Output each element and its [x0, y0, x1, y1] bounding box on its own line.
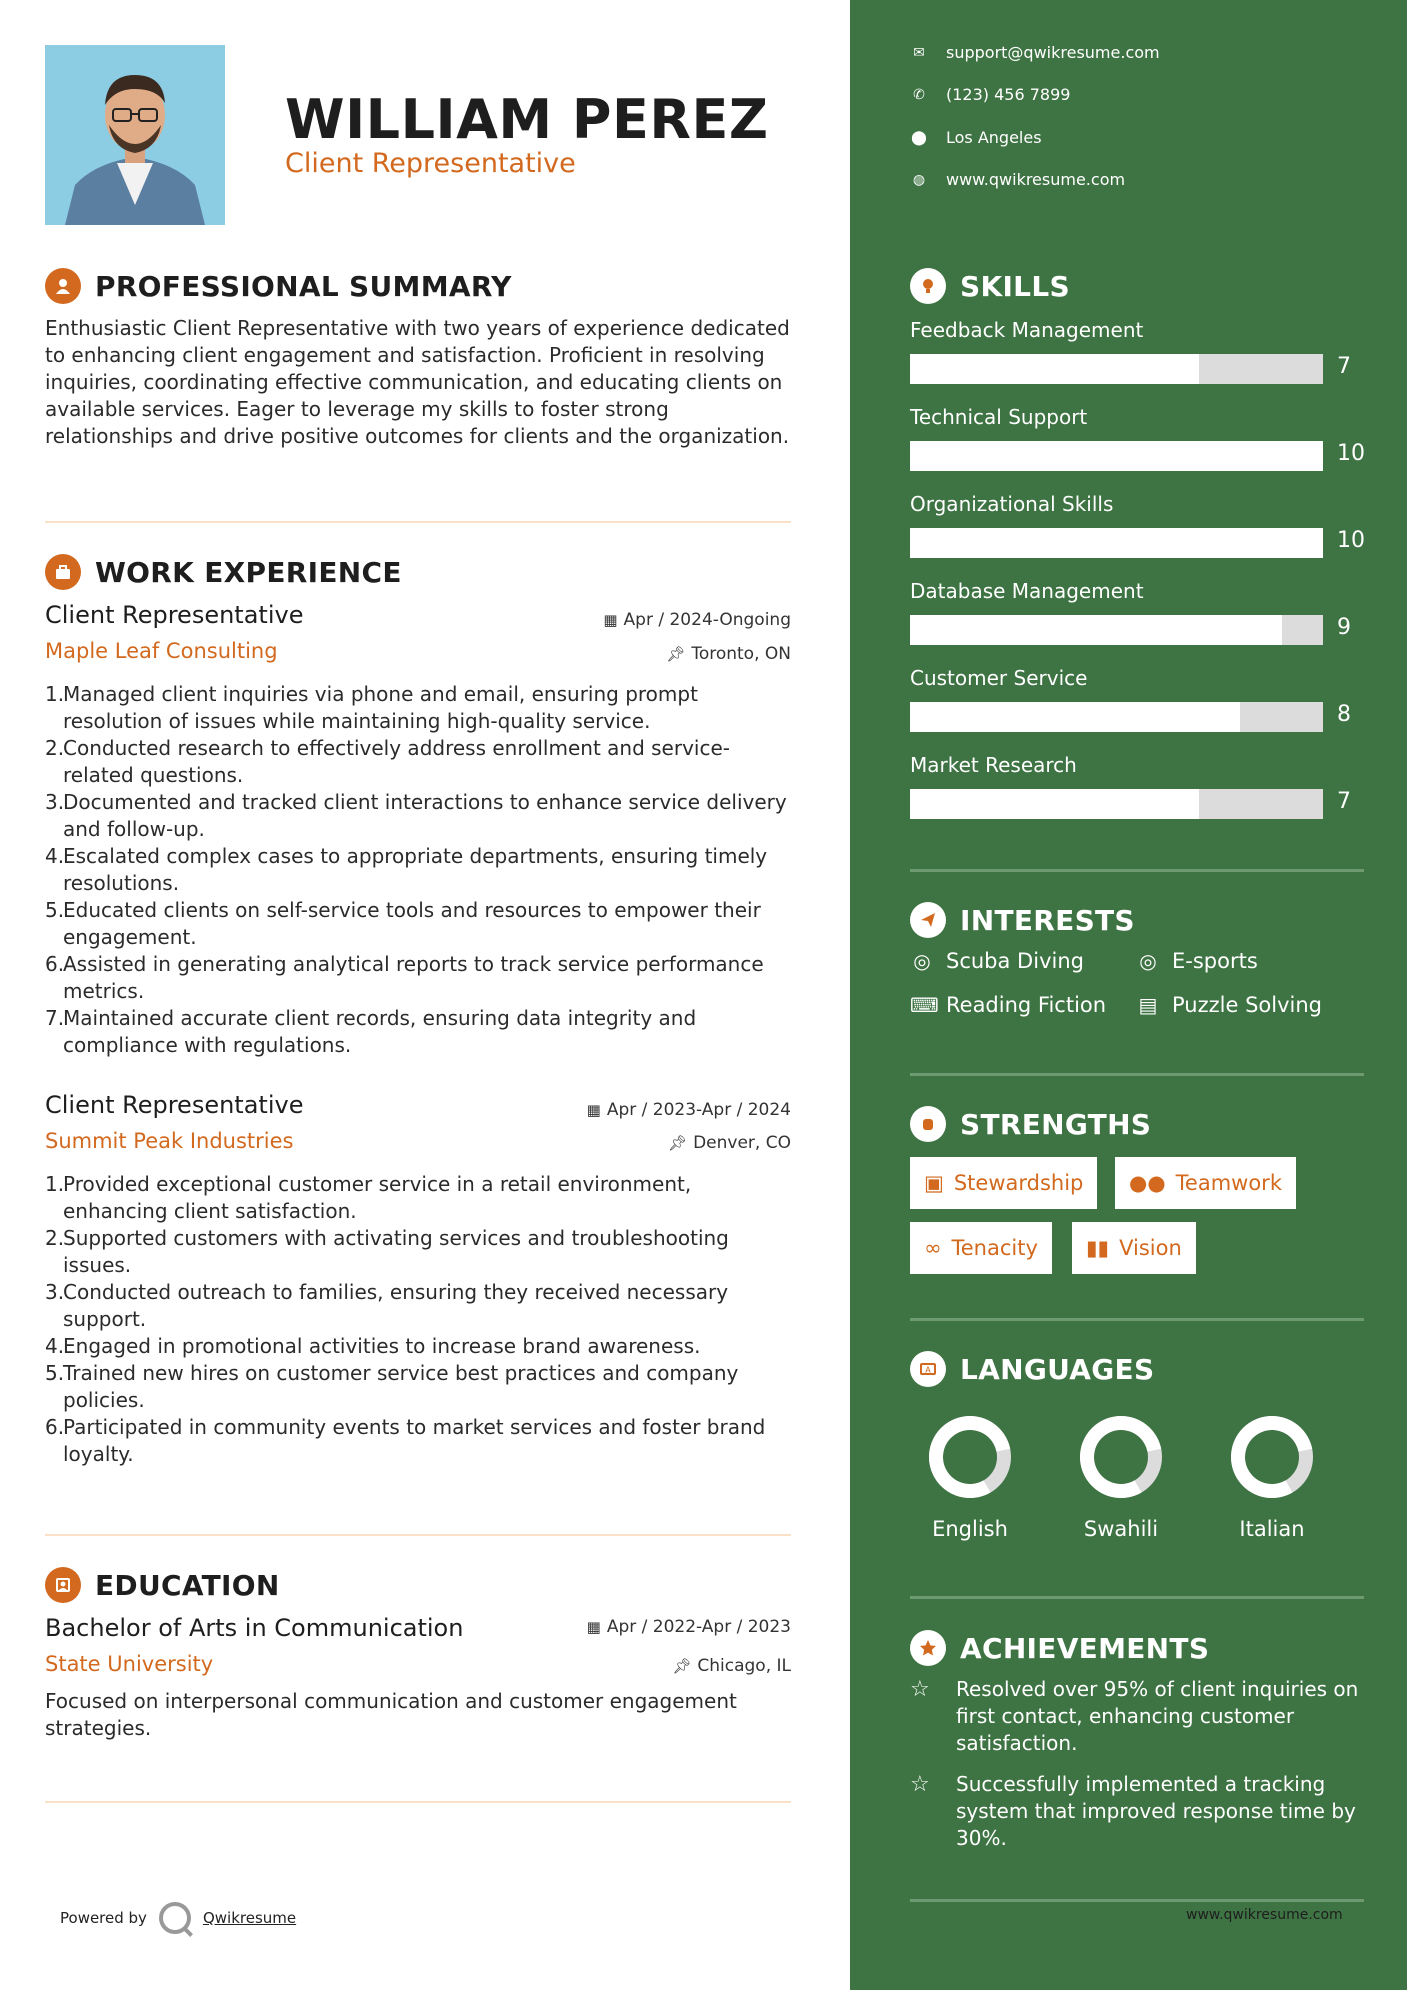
list-item: 4. Escalated complex cases to appropriate departments, ensuring timely resolutions. — [45, 844, 768, 895]
skill-value: 10 — [1337, 528, 1365, 553]
list-item: 3. Documented and tracked client interactions to enhance service delivery and follow-up. — [45, 790, 787, 841]
skill-bar-fill — [910, 615, 1282, 645]
strengths-title: STRENGTHS — [960, 1107, 1152, 1141]
divider — [910, 1596, 1364, 1599]
job-title: Client Representative — [45, 601, 304, 629]
job-dates — [587, 1100, 791, 1120]
strength-chip: ▮▮ Vision — [1072, 1222, 1196, 1274]
contact-website[interactable] — [910, 170, 1125, 189]
strength-chip: ●● Teamwork — [1115, 1157, 1296, 1209]
achievement-text: Resolved over 95% of client inquiries on first contact, enhancing customer satisfaction. — [956, 1677, 1359, 1755]
language-name: Italian — [1239, 1517, 1305, 1541]
lightbulb-icon — [910, 268, 946, 304]
skills-title: SKILLS — [960, 269, 1070, 303]
skills-heading — [910, 268, 1070, 304]
interest-item: ⌨ Reading Fiction — [910, 993, 1107, 1017]
job-location-text: Denver, CO — [693, 1133, 791, 1153]
skill-bar-fill — [910, 528, 1323, 558]
achievements-heading — [910, 1630, 1209, 1666]
users-icon: ●● — [1129, 1171, 1166, 1195]
graduation-icon — [45, 1567, 81, 1603]
experience-title: WORK EXPERIENCE — [95, 555, 402, 589]
skill-bar-fill — [910, 354, 1199, 384]
list-item: 3. Conducted outreach to families, ensuring they received necessary support. — [45, 1280, 729, 1331]
contact-phone[interactable] — [910, 85, 1070, 104]
summary-text: Enthusiastic Client Representative with two years of experience dedicated to enhancing client engagement and satisfaction. Proficient in resolving inquiries, coordinating effective communication, and educating clients on available services. Eager to leverage my skills to foster strong relationships and drive positive outcomes for clients and the organization. — [45, 316, 790, 448]
education-text: Focused on interpersonal communication and customer engagement strategies. — [45, 1689, 737, 1740]
skill-bar — [910, 528, 1323, 558]
skill-name: Database Management — [910, 579, 1144, 603]
divider — [910, 1073, 1364, 1076]
binoculars-icon: ▮▮ — [1086, 1236, 1110, 1260]
summary-title: PROFESSIONAL SUMMARY — [95, 269, 512, 303]
skill-value: 8 — [1337, 702, 1351, 727]
list-item: 1. Managed client inquiries via phone and email, ensuring prompt resolution of issues while maintaining high-quality service. — [45, 682, 698, 733]
skill-bar — [910, 615, 1323, 645]
star-icon: ☆ — [910, 1772, 930, 1797]
skill-name: Organizational Skills — [910, 492, 1114, 516]
skill-bar-fill — [910, 789, 1199, 819]
powered-by-label: Powered by — [60, 1909, 147, 1927]
interest-item: ◎ Scuba Diving — [910, 949, 1084, 973]
language-level-ring — [1230, 1415, 1314, 1499]
briefcase-icon: ▣ — [924, 1171, 944, 1195]
job-title: Client Representative — [45, 1091, 304, 1119]
divider — [910, 1899, 1364, 1902]
strength-chip: ▣ Stewardship — [910, 1157, 1097, 1209]
skill-name: Customer Service — [910, 666, 1088, 690]
skill-name: Feedback Management — [910, 318, 1144, 342]
divider — [45, 1534, 791, 1536]
job-company: Summit Peak Industries — [45, 1129, 294, 1153]
website-text: www.qwikresume.com — [946, 170, 1126, 189]
skill-bar-fill — [910, 441, 1323, 471]
edu-dates — [587, 1617, 791, 1637]
divider — [45, 1801, 791, 1803]
job-location — [666, 644, 791, 664]
pin-icon: 📌︎ — [668, 1134, 688, 1152]
achievement-item — [910, 1676, 1360, 1757]
skill-bar — [910, 702, 1323, 732]
job-location — [668, 1133, 791, 1153]
candidate-title: Client Representative — [285, 148, 576, 179]
skill-bar — [910, 441, 1323, 471]
envelope-icon: ✉ — [913, 44, 925, 61]
divider — [910, 869, 1364, 872]
achievements-title: ACHIEVEMENTS — [960, 1631, 1210, 1665]
skill-value: 7 — [1337, 789, 1351, 814]
skill-name: Technical Support — [910, 405, 1088, 429]
job-dates-text: Apr / 2024-Ongoing — [623, 610, 791, 630]
summary-heading — [45, 268, 512, 304]
education-heading — [45, 1567, 280, 1603]
language-level-ring — [1079, 1415, 1163, 1499]
list-item: 7. Maintained accurate client records, ensuring data integrity and compliance with regulations. — [45, 1006, 697, 1057]
languages-title: LANGUAGES — [960, 1352, 1155, 1386]
skill-bar-fill — [910, 702, 1240, 732]
list-item: 5. Educated clients on self-service tools and resources to empower their engagement. — [45, 898, 761, 949]
list-item: 5. Trained new hires on customer service best practices and company policies. — [45, 1361, 739, 1412]
user-icon — [45, 268, 81, 304]
list-item: 2. Supported customers with activating services and troubleshooting issues. — [45, 1226, 729, 1277]
divider — [910, 1318, 1364, 1321]
job-company: Maple Leaf Consulting — [45, 639, 278, 663]
skill-value: 7 — [1337, 354, 1351, 379]
calendar-icon: ▦ — [603, 611, 618, 629]
calendar-icon: ▦ — [586, 1101, 601, 1119]
contact-location — [910, 128, 1042, 147]
edu-location — [672, 1656, 791, 1676]
footer-powered — [60, 1902, 296, 1934]
job-dates — [603, 610, 791, 630]
job-bullets — [45, 681, 795, 1059]
map-marker-icon: ⬤ — [911, 129, 927, 146]
language-item — [915, 1415, 1025, 1541]
job-bullets — [45, 1171, 795, 1468]
footer-site[interactable]: www.qwikresume.com — [1186, 1907, 1343, 1923]
book-icon: ▤ — [1138, 993, 1158, 1017]
location-text: Los Angeles — [946, 128, 1042, 147]
job-dates-text: Apr / 2023-Apr / 2024 — [606, 1100, 791, 1120]
edu-location-text: Chicago, IL — [697, 1656, 791, 1676]
experience-heading — [45, 554, 402, 590]
language-name: English — [932, 1517, 1008, 1541]
school-name: State University — [45, 1652, 214, 1676]
candidate-name: WILLIAM PEREZ — [285, 88, 769, 151]
paper-plane-icon — [910, 902, 946, 938]
email-text: support@qwikresume.com — [946, 43, 1160, 62]
calendar-icon: ▦ — [586, 1618, 601, 1636]
svg-text:A: A — [925, 1365, 931, 1375]
list-item: 6. Participated in community events to market services and foster brand loyalty. — [45, 1415, 766, 1466]
qwikresume-link[interactable]: Qwikresume — [202, 1909, 297, 1927]
interests-title: INTERESTS — [960, 903, 1135, 937]
languages-heading — [910, 1351, 1154, 1387]
qwikresume-logo-icon — [159, 1902, 191, 1934]
interest-item: ◎ E-sports — [1136, 949, 1258, 973]
interest-item: ▤ Puzzle Solving — [1136, 993, 1322, 1017]
translate-icon — [910, 1351, 946, 1387]
achievement-text: Successfully implemented a tracking system that improved response time by 30%. — [956, 1772, 1356, 1850]
list-item: 6. Assisted in generating analytical reports to track service performance metrics. — [45, 952, 764, 1003]
skill-bar — [910, 354, 1323, 384]
language-level-ring — [928, 1415, 1012, 1499]
education-title: EDUCATION — [95, 1568, 280, 1602]
achievement-item — [910, 1771, 1360, 1852]
skill-value: 10 — [1337, 441, 1365, 466]
briefcase-icon — [45, 554, 81, 590]
divider — [45, 521, 791, 523]
skill-value: 9 — [1337, 615, 1351, 640]
profile-photo — [45, 45, 225, 225]
skill-bar — [910, 789, 1323, 819]
strength-chip: ∞ Tenacity — [910, 1222, 1052, 1274]
star-icon — [910, 1630, 946, 1666]
phone-text: (123) 456 7899 — [946, 85, 1071, 104]
job-location-text: Toronto, ON — [691, 644, 791, 664]
language-item — [1066, 1415, 1176, 1541]
list-item: 2. Conducted research to effectively address enrollment and service-related questions. — [45, 736, 730, 787]
interests-heading — [910, 902, 1135, 938]
list-item: 1. Provided exceptional customer service in a retail environment, enhancing client satisfaction. — [45, 1172, 692, 1223]
lifebuoy-icon: ◎ — [913, 949, 931, 973]
skill-name: Market Research — [910, 753, 1077, 777]
gamepad-icon: ⌨ — [910, 993, 939, 1017]
lifebuoy-icon: ◎ — [1139, 949, 1157, 973]
star-icon: ☆ — [910, 1677, 930, 1702]
link-icon: ∞ — [924, 1236, 942, 1260]
globe-icon: ◍ — [912, 171, 926, 188]
fist-icon — [910, 1106, 946, 1142]
pin-icon: 📌︎ — [666, 645, 686, 663]
degree-title: Bachelor of Arts in Communication — [45, 1614, 464, 1642]
strengths-heading — [910, 1106, 1151, 1142]
language-name: Swahili — [1083, 1517, 1159, 1541]
contact-email[interactable] — [910, 43, 1160, 62]
edu-dates-text: Apr / 2022-Apr / 2023 — [606, 1617, 791, 1637]
phone-icon: ✆ — [913, 86, 925, 103]
pin-icon: 📌︎ — [672, 1657, 692, 1675]
list-item: 4. Engaged in promotional activities to increase brand awareness. — [45, 1334, 701, 1358]
language-item — [1217, 1415, 1327, 1541]
